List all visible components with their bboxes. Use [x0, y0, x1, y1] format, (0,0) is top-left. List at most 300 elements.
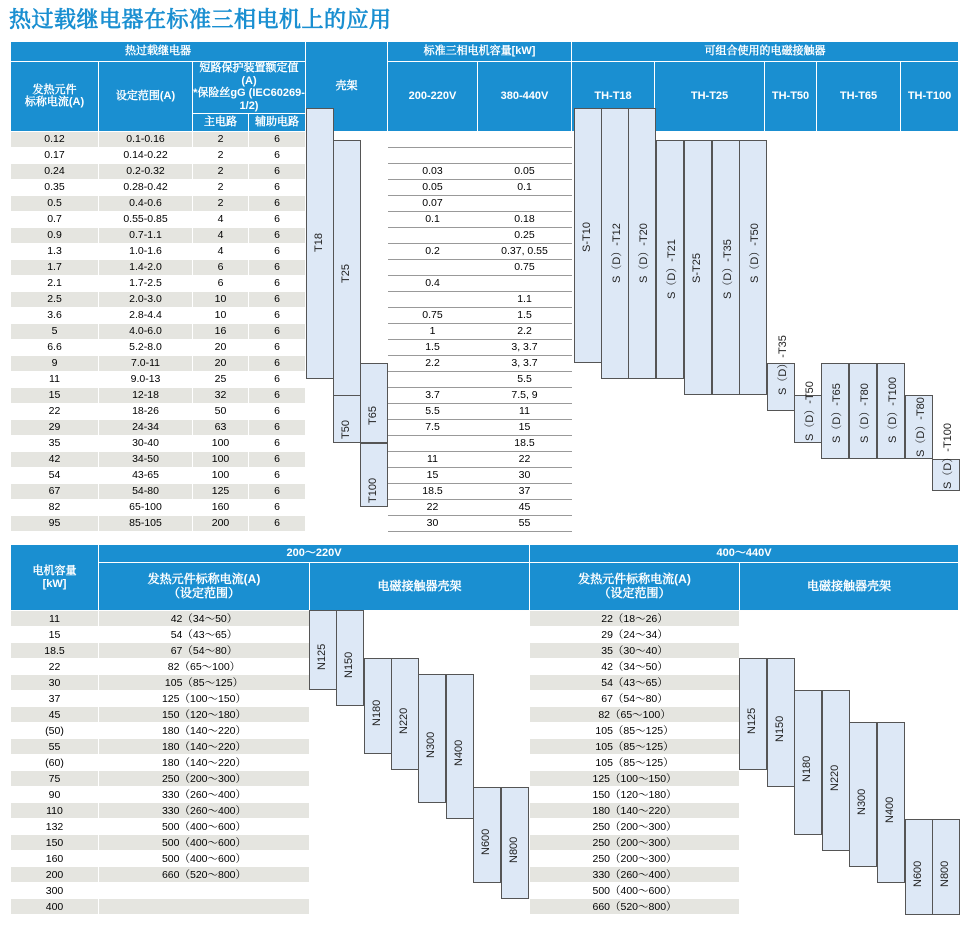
- cell-kw-380v: 45: [478, 499, 572, 515]
- header-th-t25: TH-T25: [655, 62, 765, 132]
- cell-frame-200v: [310, 899, 530, 915]
- cell-contactor: [765, 307, 817, 323]
- header-200v: 200～220V: [99, 545, 530, 563]
- cell-kw-200v: 3.7: [388, 387, 478, 403]
- cell-motor-kw: 45: [11, 707, 99, 723]
- cell-range: 85-105: [99, 515, 193, 531]
- cell-main: 63: [193, 419, 249, 435]
- cell-range: 1.0-1.6: [99, 243, 193, 259]
- cell-contactor: [765, 291, 817, 307]
- cell-aux: 6: [249, 499, 306, 515]
- cell-current: 3.6: [11, 307, 99, 323]
- header-aux: 辅助电路: [249, 113, 306, 131]
- cell-contactor: [901, 515, 959, 531]
- cell-current: 54: [11, 467, 99, 483]
- cell-current: 0.24: [11, 163, 99, 179]
- cell-contactor: [901, 371, 959, 387]
- cell-kw-200v: 22: [388, 499, 478, 515]
- table-row: [11, 675, 959, 691]
- cell-kw-200v: [388, 435, 478, 451]
- cell-range: 1.4-2.0: [99, 259, 193, 275]
- cell-aux: 6: [249, 403, 306, 419]
- cell-current: 2.1: [11, 275, 99, 291]
- cell-contactor: [901, 227, 959, 243]
- cell-current-200v: 125（100～150）: [99, 691, 310, 707]
- table-row: [11, 291, 959, 307]
- cell-contactor: [901, 323, 959, 339]
- cell-aux: 6: [249, 211, 306, 227]
- contactor-s-t80b-label: S（D）-T80: [915, 396, 927, 457]
- cell-motor-kw: 160: [11, 851, 99, 867]
- cell-range: 0.55-0.85: [99, 211, 193, 227]
- cell-contactor: [655, 515, 765, 531]
- cell-current-400v: 105（85～125）: [530, 739, 740, 755]
- table-row: [11, 323, 959, 339]
- table-row: [11, 307, 959, 323]
- header-v1: 200-220V: [388, 62, 478, 132]
- cell-current: 67: [11, 483, 99, 499]
- cell-current-200v: [99, 899, 310, 915]
- cell-kw-200v: 15: [388, 467, 478, 483]
- cell-contactor: [817, 323, 901, 339]
- cell-aux: 6: [249, 275, 306, 291]
- cell-aux: 6: [249, 355, 306, 371]
- cell-contactor: [655, 403, 765, 419]
- frame-b-n300-label: N300: [856, 788, 868, 815]
- cell-kw-200v: 7.5: [388, 419, 478, 435]
- cell-current: 9: [11, 355, 99, 371]
- cell-main: 125: [193, 483, 249, 499]
- cell-current: 29: [11, 419, 99, 435]
- frame-t50-label: T50: [340, 419, 352, 439]
- cell-current: 22: [11, 403, 99, 419]
- cell-range: 9.0-13: [99, 371, 193, 387]
- cell-contactor: [817, 179, 901, 195]
- cell-contactor: [901, 195, 959, 211]
- frame-t25-box: [333, 140, 361, 427]
- table-row: [11, 227, 959, 243]
- cell-range: 0.14-0.22: [99, 147, 193, 163]
- table-row: [11, 355, 959, 371]
- cell-range: 43-65: [99, 467, 193, 483]
- cell-aux: 6: [249, 227, 306, 243]
- frame-b-n600-label: N600: [912, 860, 924, 887]
- cell-main: 200: [193, 515, 249, 531]
- cell-contactor: [901, 131, 959, 147]
- header-frame: 壳架: [306, 42, 388, 132]
- cell-range: 24-34: [99, 419, 193, 435]
- cell-aux: 6: [249, 195, 306, 211]
- contactor-s-t21-label: S（D）-T21: [666, 239, 678, 300]
- frame-b-n150-label: N150: [774, 716, 786, 743]
- cell-contactor: [765, 179, 817, 195]
- relay-table: [10, 41, 959, 532]
- cell-main: 2: [193, 163, 249, 179]
- cell-motor-kw: 37: [11, 691, 99, 707]
- cell-current: 15: [11, 387, 99, 403]
- cell-contactor: [817, 211, 901, 227]
- cell-current: 0.12: [11, 131, 99, 147]
- frame-a-n150-label: N150: [343, 651, 355, 679]
- cell-range: 65-100: [99, 499, 193, 515]
- cell-contactor: [901, 259, 959, 275]
- cell-motor-kw: 132: [11, 819, 99, 835]
- cell-current-200v: 250（200～300）: [99, 771, 310, 787]
- cell-contactor: [765, 339, 817, 355]
- cell-range: 1.7-2.5: [99, 275, 193, 291]
- cell-current-200v: 180（140～220）: [99, 739, 310, 755]
- frame-b-n400-label: N400: [884, 796, 896, 823]
- cell-motor-kw: 11: [11, 611, 99, 627]
- cell-current-400v: 105（85～125）: [530, 723, 740, 739]
- table-row: [11, 243, 959, 259]
- cell-range: 2.0-3.0: [99, 291, 193, 307]
- cell-aux: 6: [249, 419, 306, 435]
- cell-aux: 6: [249, 435, 306, 451]
- cell-main: 20: [193, 355, 249, 371]
- cell-main: 4: [193, 243, 249, 259]
- cell-contactor: [572, 435, 655, 451]
- header-th-t100: TH-T100: [901, 62, 959, 132]
- cell-kw-380v: 30: [478, 467, 572, 483]
- cell-kw-380v: 1.5: [478, 307, 572, 323]
- cell-contactor: [901, 163, 959, 179]
- cell-contactor: [901, 211, 959, 227]
- cell-contactor: [817, 195, 901, 211]
- cell-contactor: [901, 499, 959, 515]
- cell-range: 4.0-6.0: [99, 323, 193, 339]
- cell-main: 2: [193, 179, 249, 195]
- contactor-s-t35b-label: S（D）-T35: [777, 335, 789, 396]
- cell-contactor: [572, 483, 655, 499]
- table-row: [11, 339, 959, 355]
- cell-contactor: [765, 483, 817, 499]
- cell-kw-200v: [388, 147, 478, 163]
- cell-current: 0.35: [11, 179, 99, 195]
- cell-range: 0.2-0.32: [99, 163, 193, 179]
- cell-kw-380v: 0.18: [478, 211, 572, 227]
- cell-aux: 6: [249, 147, 306, 163]
- contactor-s-t25-label: S-T25: [691, 253, 703, 284]
- table-row: [11, 147, 959, 163]
- cell-current: 6.6: [11, 339, 99, 355]
- table-row: [11, 499, 959, 515]
- cell-main: 2: [193, 195, 249, 211]
- cell-kw-380v: 0.75: [478, 259, 572, 275]
- cell-main: 100: [193, 451, 249, 467]
- cell-current: 95: [11, 515, 99, 531]
- cell-aux: 6: [249, 323, 306, 339]
- cell-current-200v: 660（520～800）: [99, 867, 310, 883]
- cell-motor-kw: 300: [11, 883, 99, 899]
- cell-kw-380v: 11: [478, 403, 572, 419]
- cell-aux: 6: [249, 243, 306, 259]
- cell-current-200v: 105（85～125）: [99, 675, 310, 691]
- cell-contactor: [765, 147, 817, 163]
- header-main: 主电路: [193, 113, 249, 131]
- cell-kw-380v: 37: [478, 483, 572, 499]
- header-fuse: 短路保护装置额定值(A) *保险丝gG (IEC60269-1/2): [193, 62, 305, 112]
- cell-aux: 6: [249, 467, 306, 483]
- cell-current-400v: 67（54～80）: [530, 691, 740, 707]
- cell-contactor: [655, 451, 765, 467]
- header-400v: 400～440V: [530, 545, 959, 563]
- cell-motor-kw: 18.5: [11, 643, 99, 659]
- frame-b-n220-label: N220: [829, 764, 841, 791]
- cell-current-200v: 500（400～600）: [99, 851, 310, 867]
- cell-motor-kw: (60): [11, 755, 99, 771]
- header-frame-a: 电磁接触器壳架: [310, 563, 530, 611]
- cell-contactor: [655, 435, 765, 451]
- cell-kw-200v: [388, 371, 478, 387]
- cell-contactor: [765, 275, 817, 291]
- cell-kw-200v: 30: [388, 515, 478, 531]
- cell-contactor: [765, 515, 817, 531]
- cell-main: 6: [193, 259, 249, 275]
- table-row: [11, 451, 959, 467]
- cell-current-200v: 500（400～600）: [99, 819, 310, 835]
- cell-current: 5: [11, 323, 99, 339]
- cell-kw-380v: 0.1: [478, 179, 572, 195]
- header-v2: 380-440V: [478, 62, 572, 132]
- cell-contactor: [765, 227, 817, 243]
- cell-kw-380v: 18.5: [478, 435, 572, 451]
- cell-current: 0.17: [11, 147, 99, 163]
- cell-current-400v: 250（200～300）: [530, 835, 740, 851]
- cell-contactor: [572, 419, 655, 435]
- cell-contactor: [817, 291, 901, 307]
- cell-main: 100: [193, 435, 249, 451]
- cell-kw-380v: [478, 131, 572, 147]
- cell-current-400v: 250（200～300）: [530, 851, 740, 867]
- cell-current-400v: 82（65～100）: [530, 707, 740, 723]
- contactor-s-t35a-label: S（D）-T35: [722, 239, 734, 300]
- cell-current-200v: 82（65～100）: [99, 659, 310, 675]
- cell-frame-400v: [740, 627, 959, 643]
- cell-main: 50: [193, 403, 249, 419]
- cell-contactor: [901, 291, 959, 307]
- cell-range: 0.1-0.16: [99, 131, 193, 147]
- contactor-s-t80a-label: S（D）-T80: [859, 383, 871, 443]
- cell-kw-200v: 5.5: [388, 403, 478, 419]
- cell-contactor: [655, 467, 765, 483]
- cell-motor-kw: 22: [11, 659, 99, 675]
- table-row: [11, 275, 959, 291]
- cell-kw-380v: 22: [478, 451, 572, 467]
- cell-contactor: [572, 387, 655, 403]
- cell-contactor: [765, 451, 817, 467]
- cell-aux: 6: [249, 131, 306, 147]
- cell-current-200v: 42（34～50）: [99, 611, 310, 627]
- cell-contactor: [901, 243, 959, 259]
- cell-contactor: [817, 467, 901, 483]
- cell-kw-200v: 0.75: [388, 307, 478, 323]
- cell-contactor: [572, 499, 655, 515]
- cell-kw-200v: 0.4: [388, 275, 478, 291]
- cell-contactor: [765, 131, 817, 147]
- cell-contactor: [765, 499, 817, 515]
- cell-aux: 6: [249, 371, 306, 387]
- header-current-a: 发热元件标称电流(A) （设定范围）: [99, 563, 310, 611]
- cell-current-400v: 42（34～50）: [530, 659, 740, 675]
- cell-main: 2: [193, 147, 249, 163]
- cell-contactor: [817, 243, 901, 259]
- cell-kw-200v: 2.2: [388, 355, 478, 371]
- cell-frame-200v: [310, 883, 530, 899]
- frame-a-n800-label: N800: [508, 836, 520, 863]
- cell-motor-kw: 400: [11, 899, 99, 915]
- cell-contactor: [572, 467, 655, 483]
- cell-kw-380v: 55: [478, 515, 572, 531]
- cell-motor-kw: 90: [11, 787, 99, 803]
- cell-main: 4: [193, 211, 249, 227]
- cell-current: 42: [11, 451, 99, 467]
- frame-t25-label: T25: [340, 264, 352, 284]
- cell-contactor: [817, 227, 901, 243]
- frame-b-n800-label: N800: [939, 860, 951, 887]
- cell-range: 7.0-11: [99, 355, 193, 371]
- cell-range: 18-26: [99, 403, 193, 419]
- cell-main: 25: [193, 371, 249, 387]
- cell-current-200v: 150（120～180）: [99, 707, 310, 723]
- cell-current: 11: [11, 371, 99, 387]
- cell-kw-380v: 1.1: [478, 291, 572, 307]
- cell-range: 5.2-8.0: [99, 339, 193, 355]
- cell-contactor: [765, 323, 817, 339]
- cell-current-400v: 35（30～40）: [530, 643, 740, 659]
- contactor-s-t100b-label: S（D）-T100: [942, 422, 954, 489]
- cell-aux: 6: [249, 515, 306, 531]
- cell-kw-380v: 0.25: [478, 227, 572, 243]
- cell-range: 12-18: [99, 387, 193, 403]
- cell-contactor: [765, 195, 817, 211]
- cell-current-400v: 330（260～400）: [530, 867, 740, 883]
- cell-current-200v: 180（140～220）: [99, 755, 310, 771]
- cell-range: 54-80: [99, 483, 193, 499]
- cell-current-200v: 67（54～80）: [99, 643, 310, 659]
- table-row: [11, 131, 959, 147]
- cell-current: 0.5: [11, 195, 99, 211]
- cell-kw-200v: [388, 291, 478, 307]
- cell-current-400v: 500（400～600）: [530, 883, 740, 899]
- cell-main: 2: [193, 131, 249, 147]
- cell-contactor: [572, 515, 655, 531]
- contactor-s-t65-label: S（D）-T65: [831, 383, 843, 443]
- cell-current-400v: 125（100～150）: [530, 771, 740, 787]
- table-row: [11, 659, 959, 675]
- table-row: [11, 643, 959, 659]
- cell-kw-200v: 18.5: [388, 483, 478, 499]
- cell-kw-380v: [478, 195, 572, 211]
- cell-current-200v: 330（260～400）: [99, 787, 310, 803]
- cell-aux: 6: [249, 163, 306, 179]
- cell-motor-kw: 55: [11, 739, 99, 755]
- frame-a-n600-label: N600: [480, 828, 492, 855]
- cell-kw-380v: 3, 3.7: [478, 339, 572, 355]
- cell-current-400v: 150（120～180）: [530, 787, 740, 803]
- cell-motor-kw: 75: [11, 771, 99, 787]
- cell-current-400v: 180（140～220）: [530, 803, 740, 819]
- cell-current-200v: 54（43～65）: [99, 627, 310, 643]
- cell-main: 6: [193, 275, 249, 291]
- cell-contactor: [901, 339, 959, 355]
- cell-kw-380v: [478, 147, 572, 163]
- cell-aux: 6: [249, 483, 306, 499]
- cell-contactor: [765, 163, 817, 179]
- header-relay: 热过载继电器: [11, 42, 306, 62]
- cell-aux: 6: [249, 387, 306, 403]
- table-row: [11, 211, 959, 227]
- table-row: [11, 483, 959, 499]
- contactor-s-t20-label: S（D）-T20: [638, 223, 650, 284]
- cell-range: 0.28-0.42: [99, 179, 193, 195]
- frame-t65-box: [360, 363, 388, 443]
- cell-current-400v: 22（18～26）: [530, 611, 740, 627]
- cell-frame-400v: [740, 611, 959, 627]
- cell-range: 0.7-1.1: [99, 227, 193, 243]
- frame-t100-label: T100: [367, 477, 379, 503]
- cell-current: 0.9: [11, 227, 99, 243]
- cell-kw-200v: [388, 131, 478, 147]
- cell-contactor: [817, 339, 901, 355]
- cell-contactor: [901, 355, 959, 371]
- contactor-s-t100a-label: S（D）-T100: [887, 376, 899, 443]
- cell-kw-200v: 0.03: [388, 163, 478, 179]
- cell-kw-200v: 0.05: [388, 179, 478, 195]
- cell-kw-380v: 0.37, 0.55: [478, 243, 572, 259]
- cell-motor-kw: 15: [11, 627, 99, 643]
- cell-current-400v: 54（43～65）: [530, 675, 740, 691]
- frame-b-n125-label: N125: [746, 708, 758, 735]
- cell-aux: 6: [249, 179, 306, 195]
- cell-contactor: [655, 499, 765, 515]
- page-title: 热过载继电器在标准三相电机上的应用: [9, 8, 392, 33]
- header-th-t18: TH-T18: [572, 62, 655, 132]
- cell-contactor: [901, 147, 959, 163]
- cell-main: 100: [193, 467, 249, 483]
- cell-current-200v: 330（260～400）: [99, 803, 310, 819]
- cell-main: 16: [193, 323, 249, 339]
- contactor-s-t50a-label: S（D）-T50: [749, 223, 761, 284]
- frame-a-n180-label: N180: [371, 700, 383, 727]
- frame-t18-label: T18: [313, 232, 325, 252]
- cell-current-200v: 180（140～220）: [99, 723, 310, 739]
- cell-contactor: [655, 483, 765, 499]
- cell-contactor: [817, 259, 901, 275]
- cell-contactor: [817, 275, 901, 291]
- cell-current-400v: 29（24～34）: [530, 627, 740, 643]
- cell-main: 4: [193, 227, 249, 243]
- cell-kw-380v: 15: [478, 419, 572, 435]
- cell-contactor: [765, 211, 817, 227]
- cell-frame: [306, 515, 388, 531]
- cell-motor-kw: 150: [11, 835, 99, 851]
- cell-range: 34-50: [99, 451, 193, 467]
- header-th-t50: TH-T50: [765, 62, 817, 132]
- table-row: [11, 195, 959, 211]
- cell-contactor: [817, 131, 901, 147]
- cell-motor-kw: 30: [11, 675, 99, 691]
- cell-contactor: [655, 419, 765, 435]
- cell-current: 1.7: [11, 259, 99, 275]
- table-row: [11, 467, 959, 483]
- table-row: [11, 179, 959, 195]
- cell-contactor: [765, 259, 817, 275]
- frame-t65-label: T65: [367, 406, 379, 425]
- cell-aux: 6: [249, 307, 306, 323]
- frame-a-n300-label: N300: [425, 732, 437, 759]
- cell-kw-200v: [388, 227, 478, 243]
